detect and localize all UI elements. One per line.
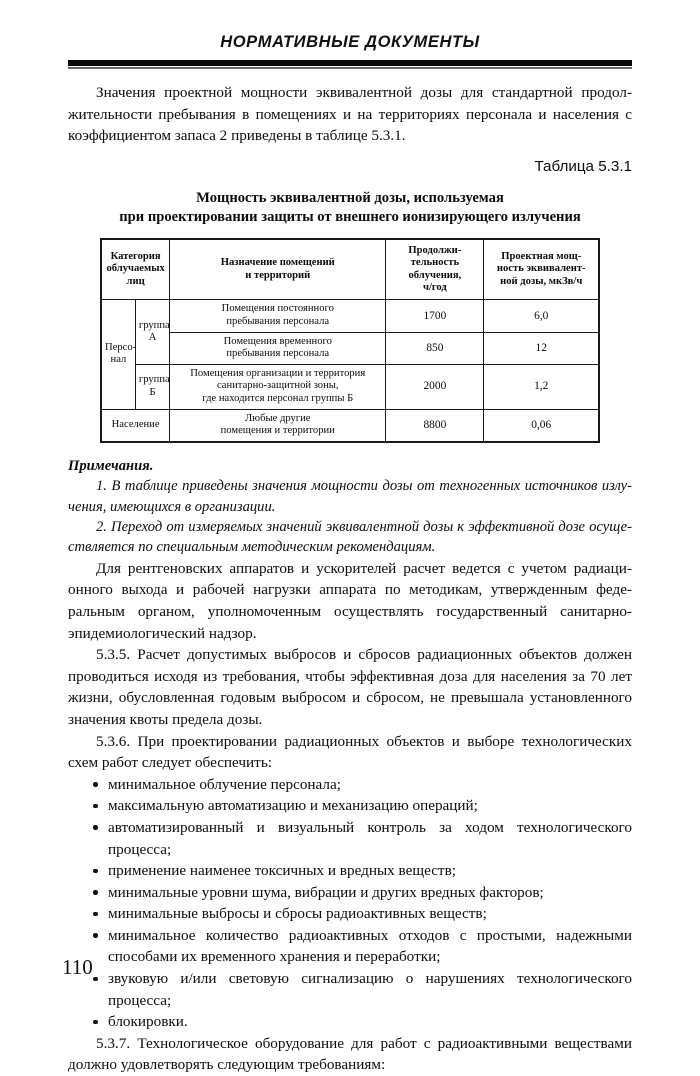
header-rooms-line-2: и территорий bbox=[245, 269, 311, 281]
cell-duration: 850 bbox=[386, 332, 484, 364]
list-item-label: минимальные выбросы и сбросы радиоактивных веществ; bbox=[108, 905, 487, 923]
list-item bbox=[68, 774, 632, 796]
dose-rate-table bbox=[100, 238, 600, 443]
cell-rooms-line-1: Любые другие bbox=[244, 412, 311, 424]
cell-group-b: группа Б bbox=[135, 364, 169, 409]
table-header-row bbox=[101, 239, 599, 300]
cell-rooms-line-1: Помещения временного bbox=[223, 335, 332, 347]
header-dose-power-line-3: ной дозы, мкЗв/ч bbox=[500, 275, 583, 287]
cell-rooms-line-3: где находится персонал группы Б bbox=[202, 392, 354, 404]
cell-dose-power: 1,2 bbox=[484, 364, 599, 409]
cell-duration: 8800 bbox=[386, 409, 484, 442]
cell-category-personnel-line-2: нал bbox=[110, 354, 127, 366]
table-row bbox=[101, 332, 599, 364]
bullet-icon bbox=[93, 890, 98, 895]
list-item-label: минимальное облучение персонала; bbox=[108, 775, 341, 793]
table-notes bbox=[68, 456, 632, 558]
list-item-label: минимальные уровни шума, вибрации и других вредных факторов; bbox=[108, 883, 544, 901]
bullet-icon bbox=[93, 1020, 98, 1025]
cell-dose-power: 12 bbox=[484, 332, 599, 364]
cell-duration: 1700 bbox=[386, 300, 484, 332]
page-content bbox=[68, 82, 632, 1076]
cell-dose-power: 0,06 bbox=[484, 409, 599, 442]
cell-category-population: Население bbox=[101, 409, 170, 442]
cell-rooms-line-2: пребывания персонала bbox=[226, 348, 330, 360]
cell-rooms-line-2: пребывания персонала bbox=[226, 316, 330, 327]
header-dose-power bbox=[484, 239, 599, 300]
list-item bbox=[68, 860, 632, 882]
cell-duration: 2000 bbox=[386, 364, 484, 409]
cell-rooms bbox=[170, 364, 386, 409]
table-title bbox=[68, 189, 632, 227]
paragraph-5-3-5: 5.3.5. Расчет допустимых выбросов и сбросов радиационных объектов должен проводиться исходя из требования, чтобы эффективная доза для населения за 70 лет жизни, обусловленная годовым выбросом и сбросом, не превышала установленного значения квоты предела дозы. bbox=[68, 646, 632, 728]
header-dose-power-line-2: ность эквивалент- bbox=[496, 263, 586, 275]
cell-rooms-line-1: Помещения организации и территория bbox=[190, 367, 366, 379]
header-duration bbox=[386, 239, 484, 300]
table-title-line-1: Мощность эквивалентной дозы, используемая bbox=[196, 189, 504, 206]
cell-dose-power: 6,0 bbox=[484, 300, 599, 332]
table-number-label: Таблица 5.3.1 bbox=[534, 157, 632, 175]
header-rooms-line-1: Назначение помещений bbox=[220, 257, 335, 269]
header-duration-line-3: облучения, bbox=[408, 269, 462, 281]
cell-category-personnel bbox=[101, 300, 135, 409]
list-item bbox=[68, 925, 632, 968]
table-row bbox=[101, 364, 599, 409]
intro-paragraph: Значения проектной мощности эквивалентной дозы для стандартной продолжительности пребывания в помещениях и на территориях персонала и населения с коэффициентом запаса 2 приведены в таблице 5.3.1. bbox=[68, 84, 632, 145]
bullet-icon bbox=[93, 804, 98, 809]
paragraph-xray-equipment: Для рентгеновских аппаратов и ускорителей расчет ведется с учетом радиационного выхода и рабочей нагрузки аппарата по методикам, утвержденным федеральным органом, уполномоченным осуществлять государственный санитарно-эпидемиологический надзор. bbox=[68, 559, 632, 642]
bullet-icon bbox=[93, 825, 98, 830]
header-category-line-2: облучаемых лиц bbox=[106, 263, 165, 287]
list-item-label: максимальную автоматизацию и механизацию операций; bbox=[108, 797, 478, 815]
header-category bbox=[101, 239, 170, 300]
cell-rooms-line-2: санитарно-защитной зоны, bbox=[216, 380, 339, 392]
cell-rooms bbox=[170, 300, 386, 332]
list-item-label: звуковую и/или световую сигнализацию о нарушениях технологического процесса; bbox=[108, 970, 632, 1009]
header-rule bbox=[68, 60, 632, 66]
list-item bbox=[68, 882, 632, 904]
list-item bbox=[68, 1011, 632, 1033]
bullet-icon bbox=[93, 869, 98, 874]
table-head bbox=[101, 239, 599, 300]
list-item-label: автоматизированный и визуальный контроль за ходом технологического процесса; bbox=[108, 818, 632, 858]
table-row bbox=[101, 300, 599, 332]
cell-rooms bbox=[170, 332, 386, 364]
running-head: НОРМАТИВНЫЕ ДОКУМЕНТЫ bbox=[220, 33, 480, 51]
notes-title: Примечания. bbox=[68, 457, 154, 474]
list-item bbox=[68, 817, 632, 860]
table-row bbox=[101, 409, 599, 442]
cell-group-a: группа А bbox=[135, 300, 169, 364]
cell-rooms bbox=[170, 409, 386, 442]
requirements-bullet-list bbox=[68, 774, 632, 1033]
bullet-icon bbox=[93, 933, 98, 938]
note-item: 1. В таблице приведены значения мощности дозы от техногенных источников излучения, имеющихся в организации. bbox=[68, 478, 632, 515]
paragraph-5-3-6: 5.3.6. При проектировании радиационных объектов и выборе технологических схем работ следует обеспечить: bbox=[68, 732, 632, 772]
bullet-icon bbox=[93, 782, 98, 787]
list-item bbox=[68, 795, 632, 817]
list-item-label: блокировки. bbox=[108, 1013, 188, 1031]
cell-rooms-line-1: Помещения постоянного bbox=[221, 303, 334, 315]
list-item-label: применение наименее токсичных и вредных веществ; bbox=[108, 862, 456, 880]
list-item bbox=[68, 903, 632, 925]
cell-category-personnel-line-1: Персо- bbox=[105, 341, 137, 353]
header-rule-secondary bbox=[68, 67, 632, 69]
header-duration-line-4: ч/год bbox=[422, 282, 447, 293]
header-duration-line-2: тельность bbox=[410, 257, 460, 269]
cell-rooms-line-2: помещения и территории bbox=[220, 425, 335, 437]
header-category-line-1: Категория bbox=[110, 250, 161, 262]
header-dose-power-line-1: Проектная мощ- bbox=[501, 250, 582, 262]
bullet-icon bbox=[93, 977, 98, 982]
table-body bbox=[101, 300, 599, 442]
header-duration-line-1: Продолжи- bbox=[408, 244, 462, 256]
list-item-label: минимальное количество радиоактивных отходов с простыми, надежными способами их временного хранения и переработки; bbox=[108, 926, 632, 966]
header-rooms bbox=[170, 239, 386, 300]
bullet-icon bbox=[93, 912, 98, 917]
paragraph-5-3-7: 5.3.7. Технологическое оборудование для работ с радиоактивными веществами должно удовлетворять следующим требованиям: bbox=[68, 1034, 632, 1074]
table-title-line-2: при проектировании защиты от внешнего ионизирующего излучения bbox=[119, 208, 581, 225]
note-item: 2. Переход от измеряемых значений эквивалентной дозы к эффективной дозе осуществляется по специальным методическим рекомендациям. bbox=[68, 518, 632, 556]
page-number: 110 bbox=[62, 955, 93, 979]
